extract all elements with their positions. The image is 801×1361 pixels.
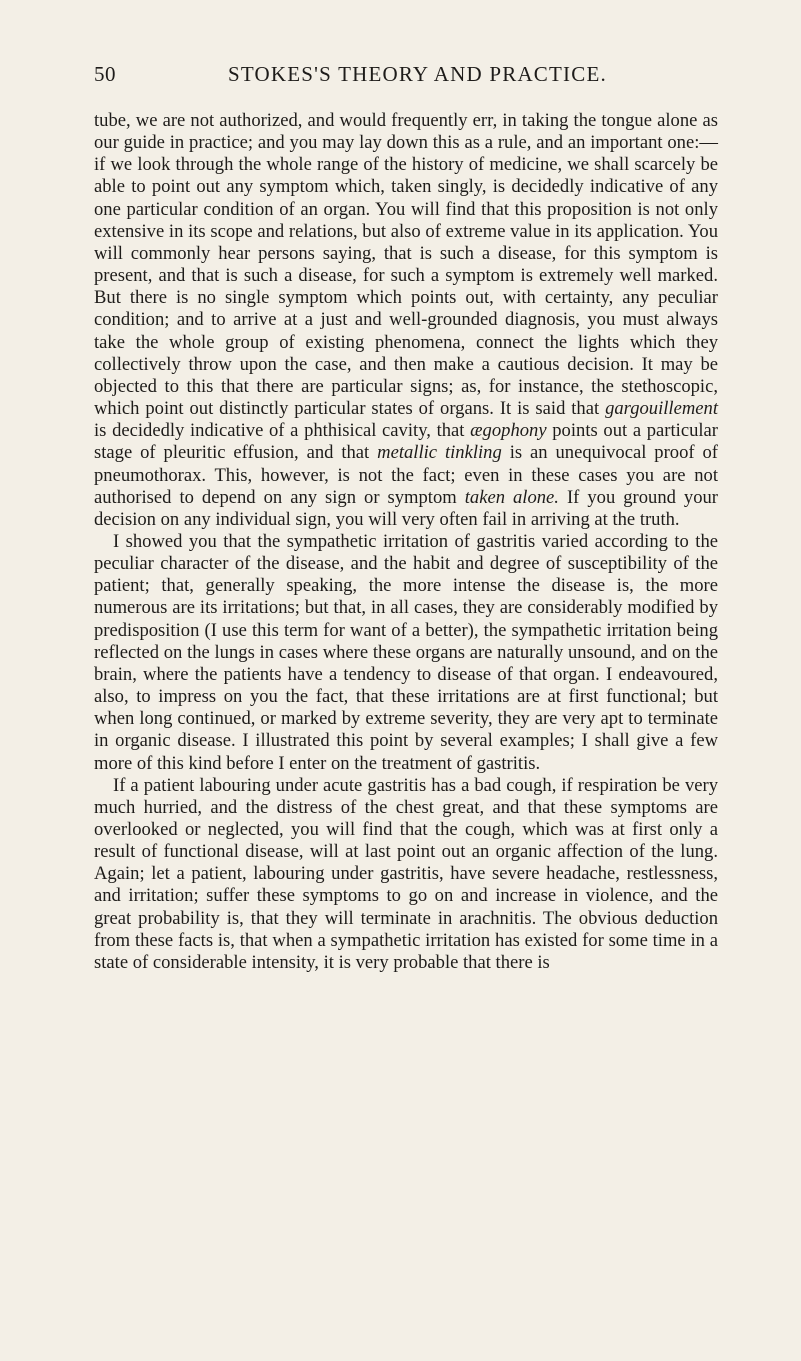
text-segment: is an unequivocal proof of pneumothorax. This, however, is not the fact; even in these cases you are not authorised to depend on any sign or symptom — [94, 442, 718, 508]
text-segment: I showed you that the sympathetic irritation of gastritis varied according to the peculiar character of the disease, and the habit and degree of susceptibility of the patient; that, generally speaking, the more intense the disease is, the more numerous are its irritations; but that, in all cases, they are considerably modified by predisposition (I use this term for want of a better), the sympathetic irritation being reflected on the lungs in cases where these organs are naturally unsound, and on the brain, where the patients have a tendency to disease of that organ. I endeavoured, also, to impress on you the fact, that these irritations are at first functional; but when long continued, or marked by extreme severity, they are very apt to terminate in organic disease. I illustrated this point by several examples; I shall give a few more of this kind before I enter on the treatment of gastritis. — [94, 530, 718, 774]
text-segment: tube, we are not authorized, and would frequently err, in taking the tongue alone as our guide in practice; and you may lay down this as a rule, and an important one:—if we look through the whole range of the history of medicine, we shall scarcely be able to point out any symptom which, taken singly, is decidedly indicative of any one particular condition of an organ. You will find that this proposition is not only extensive in its scope and relations, but also of extreme value in its application. You will commonly hear persons saying, that is such a disease, for this symptom is present, and that is such a disease, for such a symptom is extremely well marked. But there is no single symptom which points out, with certainty, any peculiar condition; and to arrive at a just and well-grounded diagnosis, you must always take the whole group of existing phenomena, connect the lights which they collectively throw upon the case, and then make a cautious decision. It may be objected to this that there are particular signs; as, for instance, the stethoscopic, which point out distinctly particular states of organs. It is said that — [94, 110, 718, 420]
italic-term: ægophony — [470, 420, 547, 442]
paragraph — [94, 531, 718, 775]
text-segment: points out a particular stage of pleuritic effusion, and that — [94, 420, 718, 464]
running-title: STOKES'S THEORY AND PRACTICE. — [228, 62, 607, 86]
body-text — [94, 110, 718, 974]
italic-term: taken alone. — [464, 486, 559, 508]
paragraph — [94, 775, 718, 974]
text-segment: is decidedly indicative of a phthisical cavity, that — [94, 420, 471, 442]
page-number: 50 — [94, 62, 116, 86]
italic-term: metallic tinkling — [377, 442, 502, 464]
text-segment: If you ground your decision on any individual sign, you will very often fail in arriving at the truth. — [94, 486, 718, 530]
page-header — [94, 62, 724, 92]
italic-term: gargouillement — [605, 398, 718, 420]
text-segment: If a patient labouring under acute gastritis has a bad cough, if respiration be very much hurried, and the distress of the chest great, and that these symptoms are overlooked or neglected, you will find that the cough, which was at first only a result of functional disease, will at last point out an organic affection of the lung. Again; let a patient, labouring under gastritis, have severe headache, restlessness, and irritation; suffer these symptoms to go on and increase in violence, and the great probability is, that they will terminate in arachnitis. The obvious deduction from these facts is, that when a sympathetic irritation has existed for some time in a state of considerable intensity, it is very probable that there is — [94, 774, 718, 973]
paragraph — [94, 110, 718, 531]
